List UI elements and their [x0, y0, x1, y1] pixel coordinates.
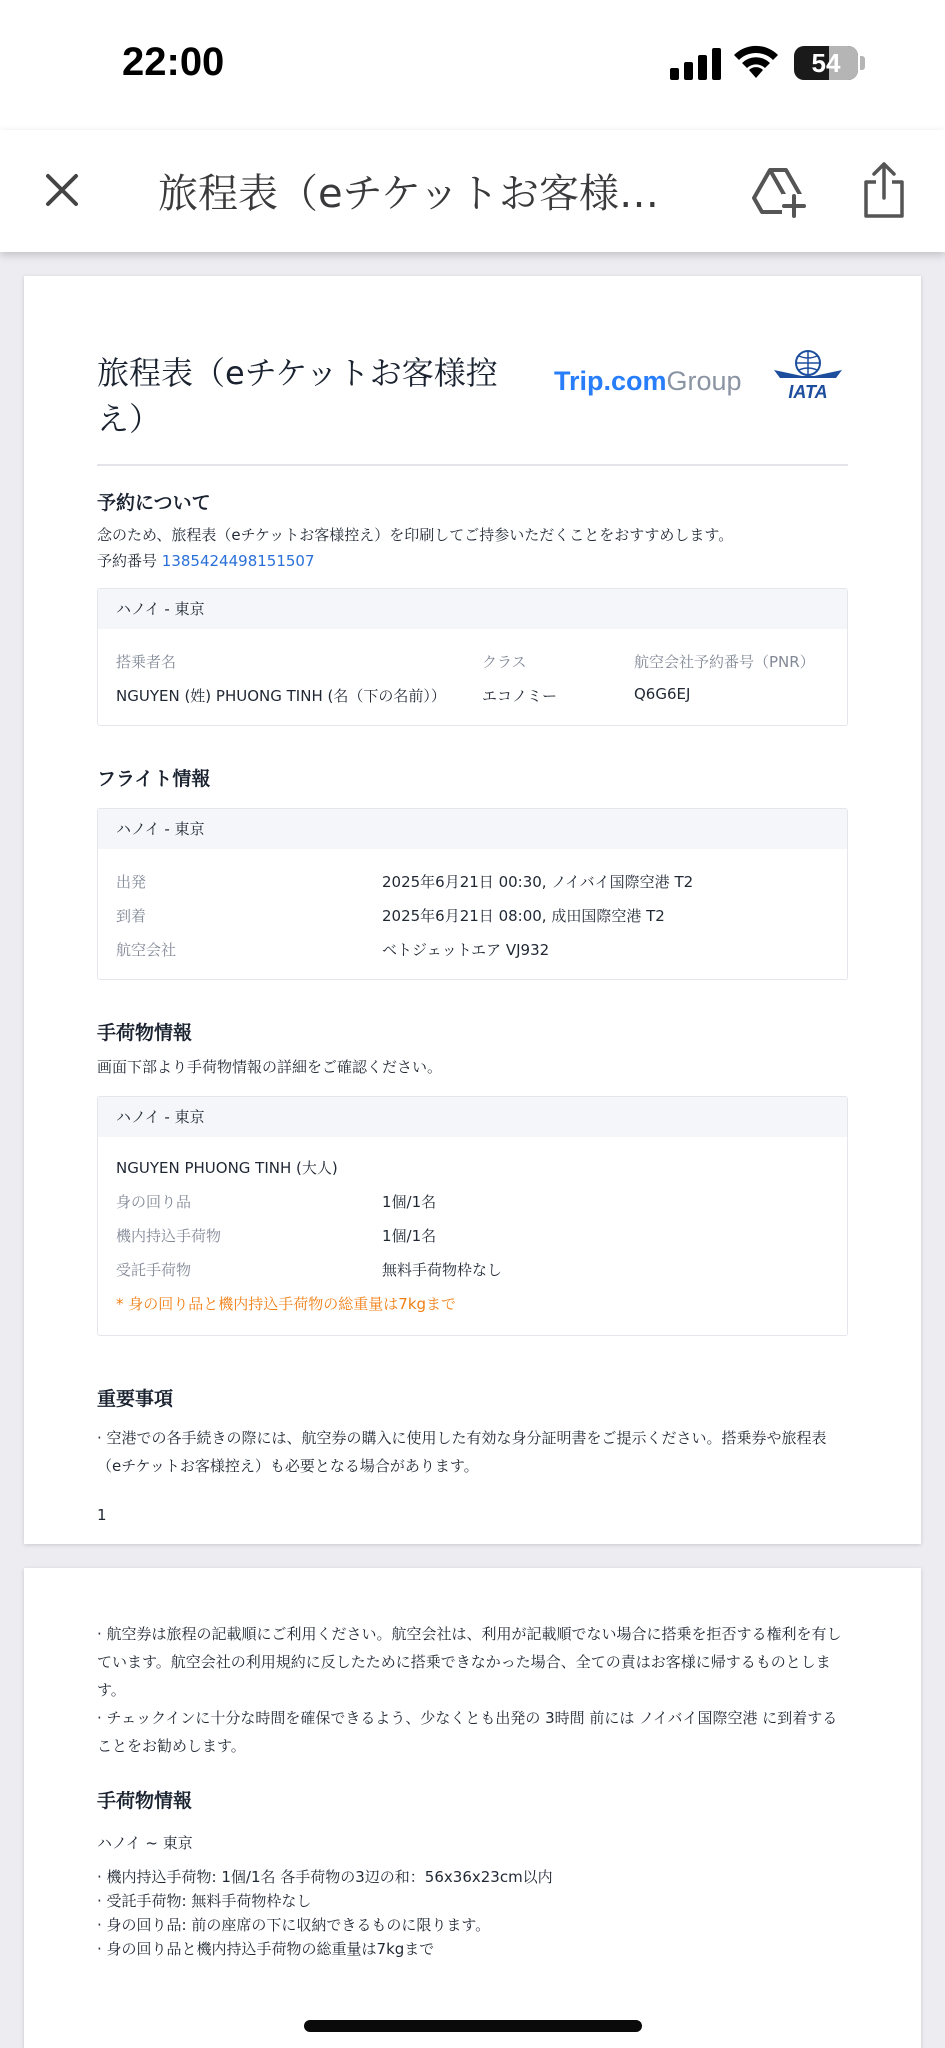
personal-item-label: 身の回り品: [116, 1193, 192, 1211]
document-page-2: [24, 1568, 921, 2048]
checked-baggage-label: 受託手荷物: [116, 1261, 192, 1279]
flight-heading: フライト情報: [97, 768, 211, 790]
passenger-name: NGUYEN (姓) PHUONG TINH (名（下の名前））: [116, 687, 446, 705]
group-logo-text: Group: [666, 366, 742, 396]
document-page-1: [24, 276, 921, 1544]
status-time: 22:00: [122, 40, 225, 84]
departure-value: 2025年6月21日 00:30, ノイバイ国際空港 T2: [382, 873, 694, 891]
passenger-label: 搭乗者名: [116, 653, 177, 671]
baggage-route: ハノイ - 東京: [98, 1097, 847, 1137]
page-number: 1: [97, 1506, 107, 1524]
iata-logo-text: IATA: [788, 382, 828, 400]
iata-logo: [772, 350, 844, 400]
trip-com-logo-text: Trip.com: [554, 366, 667, 396]
ticket-order-notice: · 航空券は旅程の記載順にご利用ください。航空会社は、利用が記載順でない場合に搭乗を拒否する権利を有しています。航空会社の利用規約に反したために搭乗できなかった場合、全ての責はお客様に帰するものとします。: [97, 1625, 842, 1699]
reservation-number-label: 予約番号: [97, 552, 158, 570]
baggage-info-heading: 手荷物情報: [97, 1790, 193, 1812]
class-label: クラス: [482, 653, 527, 671]
pnr-value: Q6G6EJ: [634, 685, 691, 703]
baggage-rule-weight: · 身の回り品と機内持込手荷物の総重量は7kgまで: [97, 1940, 435, 1958]
arrival-value: 2025年6月21日 08:00, 成田国際空港 T2: [382, 907, 665, 925]
document-title: 旅程表（eチケットお客様…: [158, 171, 660, 217]
baggage-card: [97, 1096, 848, 1336]
baggage-note: 画面下部より手荷物情報の詳細をご確認ください。: [97, 1058, 443, 1076]
arrival-label: 到着: [116, 907, 147, 925]
reservation-number-value[interactable]: 1385424498151507: [161, 552, 315, 570]
print-recommendation: 念のため、旅程表（eチケットお客様控え）を印刷してご持参いただくことをおすすめします。: [97, 526, 734, 544]
add-to-drive-icon[interactable]: [752, 164, 806, 218]
baggage-heading: 手荷物情報: [97, 1022, 193, 1044]
wifi-icon: [732, 44, 780, 80]
baggage-info-route: ハノイ ~ 東京: [97, 1834, 193, 1852]
trip-com-group-logo: [554, 366, 742, 397]
airline-label: 航空会社: [116, 941, 177, 959]
reservation-number: [97, 550, 315, 571]
baggage-passenger: NGUYEN PHUONG TINH (大人): [116, 1159, 338, 1177]
baggage-rule-checked: · 受託手荷物: 無料手荷物枠なし: [97, 1892, 312, 1910]
baggage-rule-carry-on: · 機内持込手荷物: 1個/1名 各手荷物の3辺の和：56x36x23cm以内: [97, 1868, 553, 1886]
airline-value: ベトジェットエア VJ932: [382, 941, 550, 959]
battery-level: 54: [811, 48, 841, 78]
important-heading: 重要事項: [97, 1388, 174, 1410]
share-icon[interactable]: [860, 160, 908, 220]
itinerary-title: 旅程表（eチケットお客様控え）: [97, 354, 498, 438]
check-in-notice: · チェックインに十分な時間を確保できるよう、少なくとも出発の 3時間 前には ノイバイ国際空港 に到着することをお勧めします。: [97, 1709, 838, 1755]
class-value: エコノミー: [482, 687, 558, 705]
booking-card: [97, 588, 848, 726]
baggage-rule-personal: · 身の回り品: 前の座席の下に収納できるものに限ります。: [97, 1916, 491, 1934]
home-indicator: [304, 2020, 642, 2032]
battery-tip: [860, 56, 865, 70]
carry-on-value: 1個/1名: [382, 1227, 437, 1245]
flight-route: ハノイ - 東京: [98, 809, 847, 849]
checked-baggage-value: 無料手荷物枠なし: [382, 1261, 503, 1279]
personal-item-value: 1個/1名: [382, 1193, 437, 1211]
weight-warning: * 身の回り品と機内持込手荷物の総重量は7kgまで: [116, 1295, 457, 1313]
flight-card: [97, 808, 848, 980]
important-text: · 空港での各手続きの際には、航空券の購入に使用した有効な身分証明書をご提示ください。搭乗券や旅程表（eチケットお客様控え）も必要となる場合があります。: [97, 1429, 827, 1475]
status-bar: [0, 0, 945, 130]
header-divider: [97, 464, 848, 466]
viewer-toolbar: [0, 130, 945, 252]
close-icon[interactable]: [38, 166, 86, 214]
battery-icon: [794, 46, 858, 80]
departure-label: 出発: [116, 873, 147, 891]
carry-on-label: 機内持込手荷物: [116, 1227, 222, 1245]
cellular-signal-icon: [670, 48, 722, 80]
reservation-heading: 予約について: [97, 492, 211, 514]
booking-route: ハノイ - 東京: [98, 589, 847, 629]
pnr-label: 航空会社予約番号（PNR）: [634, 653, 815, 671]
